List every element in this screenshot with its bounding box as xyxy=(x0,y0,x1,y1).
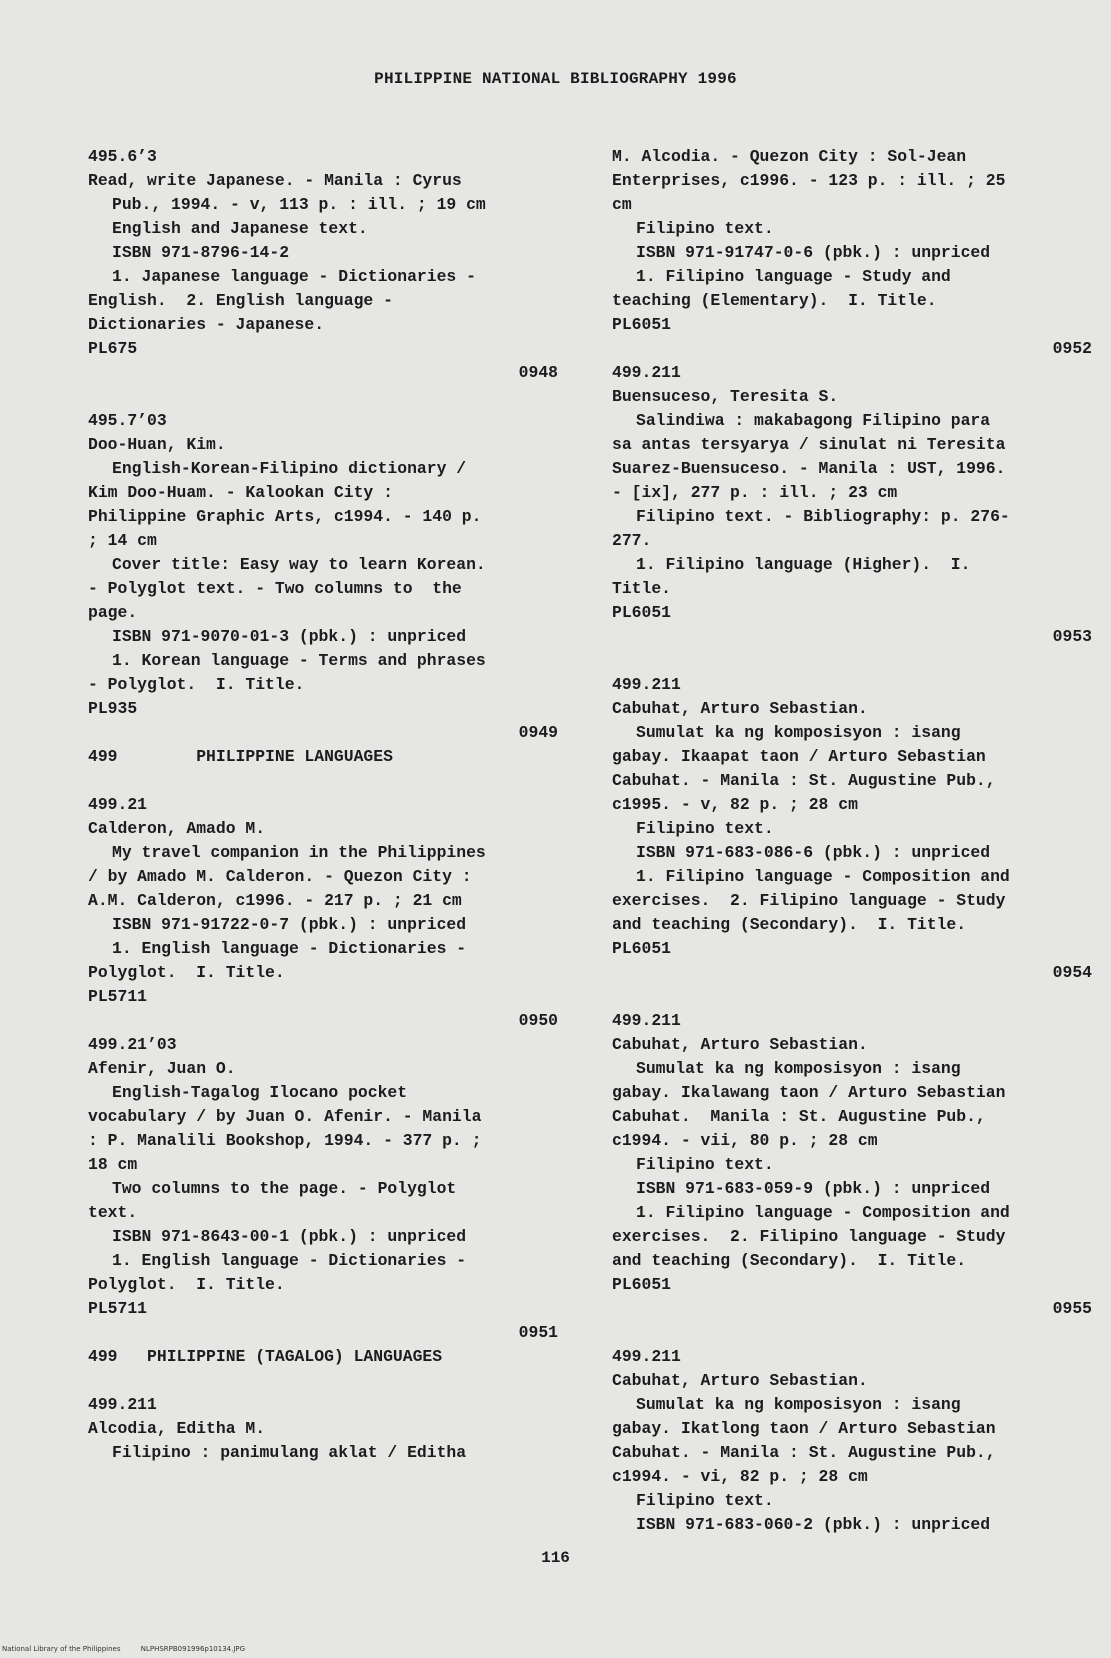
entry-line: Polyglot. I. Title. xyxy=(88,963,285,982)
entry-number: 0948 xyxy=(518,363,558,382)
entry-line: Filipino text. - Bibliography: p. 276- xyxy=(636,507,1010,526)
entry-line: PL6051 xyxy=(612,939,672,958)
entry-line: Read, write Japanese. - Manila : Cyrus xyxy=(88,171,462,190)
entry-line xyxy=(612,985,1092,1009)
entry-line: Title. xyxy=(612,579,672,598)
entry-line: page. xyxy=(88,603,138,622)
left-column xyxy=(88,145,558,1465)
entry-line: ISBN 971-91747-0-6 (pbk.) : unpriced xyxy=(636,243,991,262)
entry-line: Cover title: Easy way to learn Korean. xyxy=(112,555,486,574)
entry-line: 1. English language - Dictionaries - xyxy=(112,939,467,958)
entry-line: Filipino text. xyxy=(636,1491,774,1510)
entry-line: PL5711 xyxy=(88,987,148,1006)
entry-line: English. 2. English language - xyxy=(88,291,393,310)
footer xyxy=(2,1645,245,1653)
entry-line: PL935 xyxy=(88,699,138,718)
entry-line: text. xyxy=(88,1203,138,1222)
entry-line: gabay. Ikatlong taon / Arturo Sebastian xyxy=(612,1419,996,1438)
entry-line: Dictionaries - Japanese. xyxy=(88,315,325,334)
entry-line: ISBN 971-683-086-6 (pbk.) : unpriced xyxy=(636,843,991,862)
entry-number: 0951 xyxy=(518,1323,558,1342)
footer-library: National Library of the Philippines xyxy=(2,1645,121,1653)
entry-line xyxy=(88,769,558,793)
entry-line: Filipino text. xyxy=(636,219,774,238)
entry-line: Kim Doo-Huam. - Kalookan City : xyxy=(88,483,393,502)
entry-line: Calderon, Amado M. xyxy=(88,819,266,838)
entry-line: 499 PHILIPPINE (TAGALOG) LANGUAGES xyxy=(88,1347,443,1366)
entry-line: PL6051 xyxy=(612,603,672,622)
entry-line: 499.21’03 xyxy=(88,1035,177,1054)
footer-file: NLPHSRPB091996p10134.JPG xyxy=(140,1645,246,1653)
entry-line xyxy=(88,385,558,409)
entry-line: PL5711 xyxy=(88,1299,148,1318)
entry-line: Filipino text. xyxy=(636,1155,774,1174)
entry-line: 1. Filipino language - Study and xyxy=(636,267,951,286)
entry-line: ISBN 971-8796-14-2 xyxy=(112,243,290,262)
entry-line: exercises. 2. Filipino language - Study xyxy=(612,1227,1006,1246)
entry-line xyxy=(612,649,1092,673)
entry-line: - [ix], 277 p. : ill. ; 23 cm xyxy=(612,483,898,502)
entry-line: Cabuhat, Arturo Sebastian. xyxy=(612,699,868,718)
entry-line: Sumulat ka ng komposisyon : isang xyxy=(636,723,961,742)
entry-line: and teaching (Secondary). I. Title. xyxy=(612,1251,967,1270)
entry-line: 495.7’03 xyxy=(88,411,167,430)
entry-line: 1. Filipino language - Composition and xyxy=(636,867,1010,886)
entry-line: sa antas tersyarya / sinulat ni Teresita xyxy=(612,435,1006,454)
entry-line: 499.211 xyxy=(612,1011,681,1030)
entry-line xyxy=(88,1369,558,1393)
entry-line: gabay. Ikaapat taon / Arturo Sebastian xyxy=(612,747,986,766)
entry-line: Cabuhat. - Manila : St. Augustine Pub., xyxy=(612,1443,996,1462)
entry-line: ISBN 971-8643-00-1 (pbk.) : unpriced xyxy=(112,1227,467,1246)
entry-line: Two columns to the page. - Polyglot xyxy=(112,1179,457,1198)
entry-line: cm xyxy=(612,195,632,214)
entry-line: Sumulat ka ng komposisyon : isang xyxy=(636,1059,961,1078)
entry-line: gabay. Ikalawang taon / Arturo Sebastian xyxy=(612,1083,1006,1102)
entry-line: 277. xyxy=(612,531,652,550)
entry-number: 0954 xyxy=(1052,963,1092,982)
entry-line: Cabuhat, Arturo Sebastian. xyxy=(612,1035,868,1054)
entry-line: ; 14 cm xyxy=(88,531,157,550)
entry-line: teaching (Elementary). I. Title. xyxy=(612,291,937,310)
entry-line: Filipino : panimulang aklat / Editha xyxy=(112,1443,467,1462)
entry-line: / by Amado M. Calderon. - Quezon City : xyxy=(88,867,472,886)
entry-line: PL6051 xyxy=(612,315,672,334)
entry-line: 1. English language - Dictionaries - xyxy=(112,1251,467,1270)
entry-line: Alcodia, Editha M. xyxy=(88,1419,266,1438)
entry-line: ISBN 971-9070-01-3 (pbk.) : unpriced xyxy=(112,627,467,646)
entry-number: 0952 xyxy=(1052,339,1092,358)
entry-line: English and Japanese text. xyxy=(112,219,368,238)
entry-line: 1. Japanese language - Dictionaries - xyxy=(112,267,476,286)
entry-number: 0950 xyxy=(518,1011,558,1030)
entry-line: 499 PHILIPPINE LANGUAGES xyxy=(88,747,393,766)
entry-line: : P. Manalili Bookshop, 1994. - 377 p. ; xyxy=(88,1131,482,1150)
entry-line: c1995. - v, 82 p. ; 28 cm xyxy=(612,795,858,814)
entry-line: ISBN 971-683-060-2 (pbk.) : unpriced xyxy=(636,1515,991,1534)
entry-line: vocabulary / by Juan O. Afenir. - Manila xyxy=(88,1107,482,1126)
entry-line: - Polyglot. I. Title. xyxy=(88,675,305,694)
entry-line: 1. Filipino language - Composition and xyxy=(636,1203,1010,1222)
entry-line: 499.21 xyxy=(88,795,148,814)
entry-line: PL675 xyxy=(88,339,138,358)
entry-line: 18 cm xyxy=(88,1155,138,1174)
entry-line: My travel companion in the Philippines xyxy=(112,843,486,862)
page-number: 116 xyxy=(541,1549,570,1567)
entry-line: English-Tagalog Ilocano pocket xyxy=(112,1083,408,1102)
entry-line: 499.211 xyxy=(612,363,681,382)
entry-line: A.M. Calderon, c1996. - 217 p. ; 21 cm xyxy=(88,891,462,910)
entry-line: - Polyglot text. - Two columns to the xyxy=(88,579,462,598)
entry-line: Cabuhat. Manila : St. Augustine Pub., xyxy=(612,1107,986,1126)
entry-number: 0955 xyxy=(1052,1299,1092,1318)
entry-line: Philippine Graphic Arts, c1994. - 140 p. xyxy=(88,507,482,526)
entry-line: Sumulat ka ng komposisyon : isang xyxy=(636,1395,961,1414)
entry-line: Salindiwa : makabagong Filipino para xyxy=(636,411,991,430)
entry-line: Cabuhat, Arturo Sebastian. xyxy=(612,1371,868,1390)
entry-line: M. Alcodia. - Quezon City : Sol-Jean xyxy=(612,147,967,166)
entry-line: Pub., 1994. - v, 113 p. : ill. ; 19 cm xyxy=(112,195,486,214)
entry-line: Cabuhat. - Manila : St. Augustine Pub., xyxy=(612,771,996,790)
entry-line: Polyglot. I. Title. xyxy=(88,1275,285,1294)
entry-number: 0953 xyxy=(1052,627,1092,646)
entry-line: c1994. - vi, 82 p. ; 28 cm xyxy=(612,1467,868,1486)
entry-line: English-Korean-Filipino dictionary / xyxy=(112,459,467,478)
entry-line: ISBN 971-91722-0-7 (pbk.) : unpriced xyxy=(112,915,467,934)
entry-line: 499.211 xyxy=(612,675,681,694)
entry-line: PL6051 xyxy=(612,1275,672,1294)
entry-line: 499.211 xyxy=(88,1395,157,1414)
entry-line: Enterprises, c1996. - 123 p. : ill. ; 25 xyxy=(612,171,1006,190)
entry-line: 499.211 xyxy=(612,1347,681,1366)
entry-line: 1. Korean language - Terms and phrases xyxy=(112,651,486,670)
entry-line: 495.6’3 xyxy=(88,147,157,166)
entry-line: ISBN 971-683-059-9 (pbk.) : unpriced xyxy=(636,1179,991,1198)
entry-line: Doo-Huan, Kim. xyxy=(88,435,226,454)
entry-line: Filipino text. xyxy=(636,819,774,838)
entry-number: 0949 xyxy=(518,723,558,742)
entry-line: Buensuceso, Teresita S. xyxy=(612,387,839,406)
entry-line: Suarez-Buensuceso. - Manila : UST, 1996. xyxy=(612,459,1006,478)
entry-line: Afenir, Juan O. xyxy=(88,1059,236,1078)
entry-line xyxy=(612,1321,1092,1345)
right-column xyxy=(612,145,1092,1537)
entry-line: exercises. 2. Filipino language - Study xyxy=(612,891,1006,910)
entry-line: 1. Filipino language (Higher). I. xyxy=(636,555,971,574)
entry-line: c1994. - vii, 80 p. ; 28 cm xyxy=(612,1131,878,1150)
entry-line: and teaching (Secondary). I. Title. xyxy=(612,915,967,934)
page-header: PHILIPPINE NATIONAL BIBLIOGRAPHY 1996 xyxy=(374,70,737,88)
